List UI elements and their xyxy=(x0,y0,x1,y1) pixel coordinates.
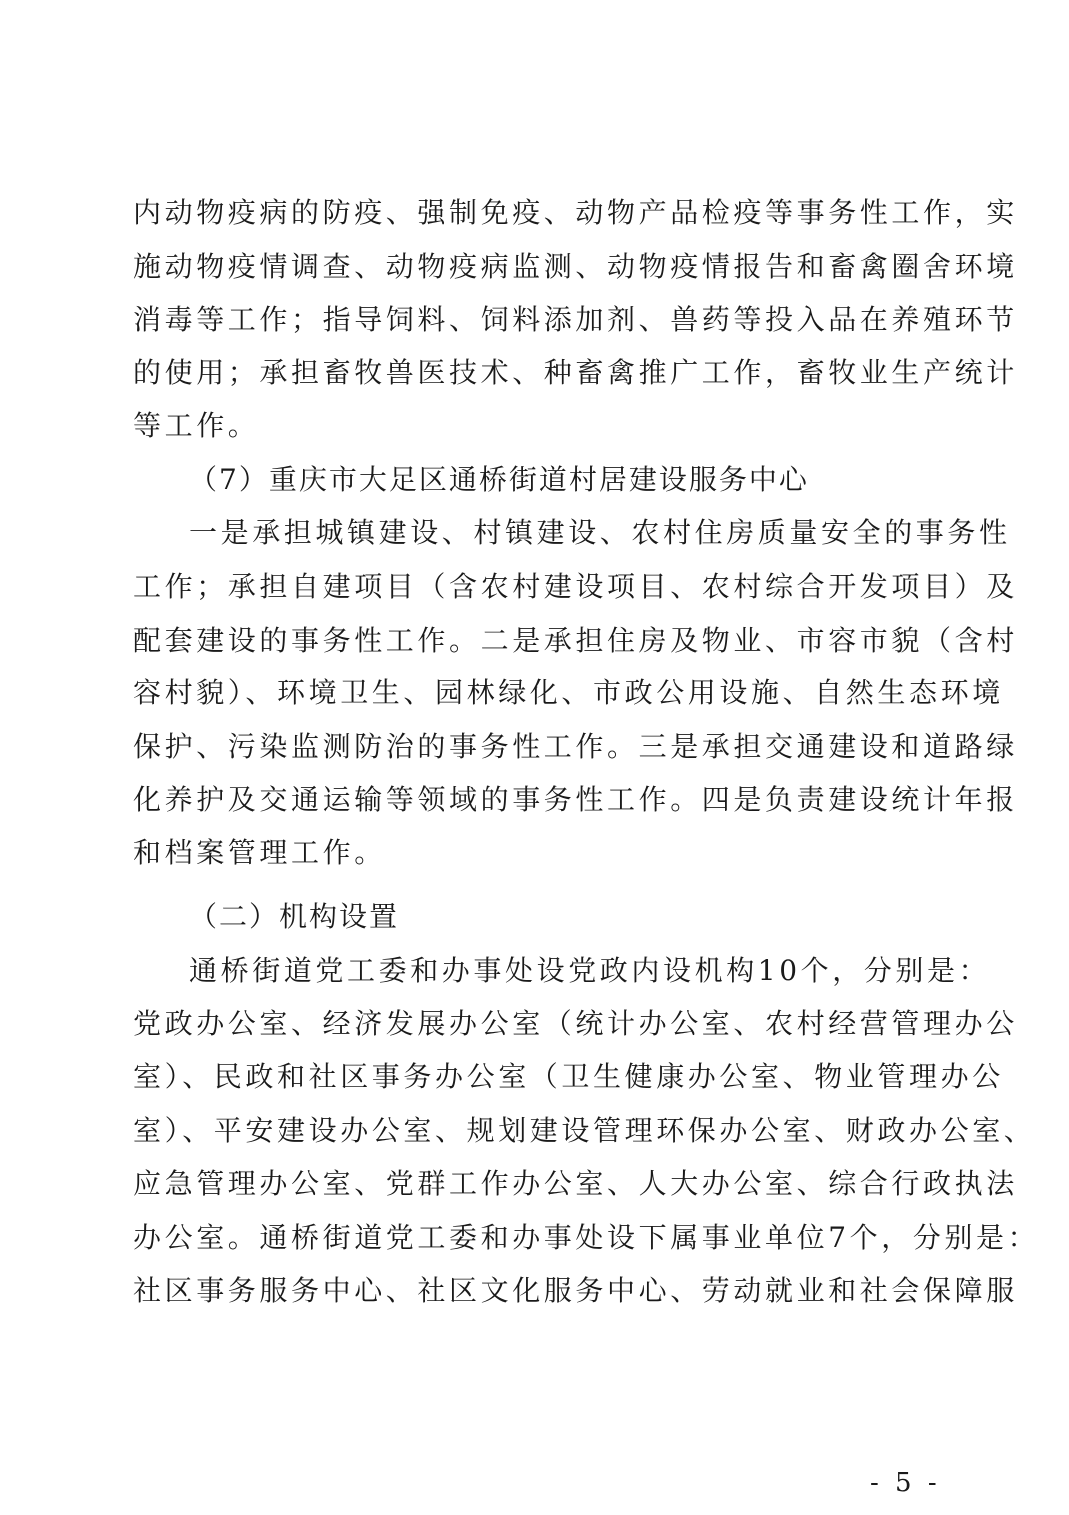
section-heading-2: （二）机构设置 xyxy=(189,900,400,933)
paragraph-1-line-1: 内动物疫病的防疫、强制免疫、动物产品检疫等事务性工作，实 xyxy=(133,196,1018,229)
paragraph-3-line-4: 室）、平安建设办公室、规划建设管理环保办公室、财政办公室、 xyxy=(133,1114,1036,1147)
paragraph-3-line-7: 社区事务服务中心、社区文化服务中心、劳动就业和社会保障服 xyxy=(133,1274,1018,1307)
page-number: - 5 - xyxy=(870,1468,941,1498)
paragraph-2-line-3: 配套建设的事务性工作。二是承担住房及物业、市容市貌（含村 xyxy=(133,624,1018,657)
paragraph-3-line-6: 办公室。通桥街道党工委和办事处设下属事业单位7个，分别是： xyxy=(133,1221,1040,1254)
paragraph-2-line-7: 和档案管理工作。 xyxy=(133,836,386,869)
paragraph-3-line-5: 应急管理办公室、党群工作办公室、人大办公室、综合行政执法 xyxy=(133,1167,1018,1200)
paragraph-3-line-1: 通桥街道党工委和办事处设党政内设机构10个，分别是： xyxy=(189,954,991,987)
paragraph-1-line-4: 的使用；承担畜牧兽医技术、种畜禽推广工作，畜牧业生产统计 xyxy=(133,356,1018,389)
paragraph-2-line-4: 容村貌）、环境卫生、园林绿化、市政公用设施、自然生态环境 xyxy=(133,676,1004,709)
paragraph-2-line-2: 工作；承担自建项目（含农村建设项目、农村综合开发项目）及 xyxy=(133,570,1018,603)
paragraph-2-line-6: 化养护及交通运输等领域的事务性工作。四是负责建设统计年报 xyxy=(133,783,1018,816)
paragraph-2-line-5: 保护、污染监测防治的事务性工作。三是承担交通建设和道路绿 xyxy=(133,730,1018,763)
paragraph-3-line-2: 党政办公室、经济发展办公室（统计办公室、农村经营管理办公 xyxy=(133,1007,1018,1040)
paragraph-1-line-5: 等工作。 xyxy=(133,409,260,442)
paragraph-2-line-1: 一是承担城镇建设、村镇建设、农村住房质量安全的事务性 xyxy=(189,516,1011,549)
paragraph-1-line-2: 施动物疫情调查、动物疫病监测、动物疫情报告和畜禽圈舍环境 xyxy=(133,250,1018,283)
section-heading-7: （7）重庆市大足区通桥街道村居建设服务中心 xyxy=(189,463,809,496)
paragraph-3-line-3: 室）、民政和社区事务办公室（卫生健康办公室、物业管理办公 xyxy=(133,1060,1004,1093)
paragraph-1-line-3: 消毒等工作；指导饲料、饲料添加剂、兽药等投入品在养殖环节 xyxy=(133,303,1018,336)
